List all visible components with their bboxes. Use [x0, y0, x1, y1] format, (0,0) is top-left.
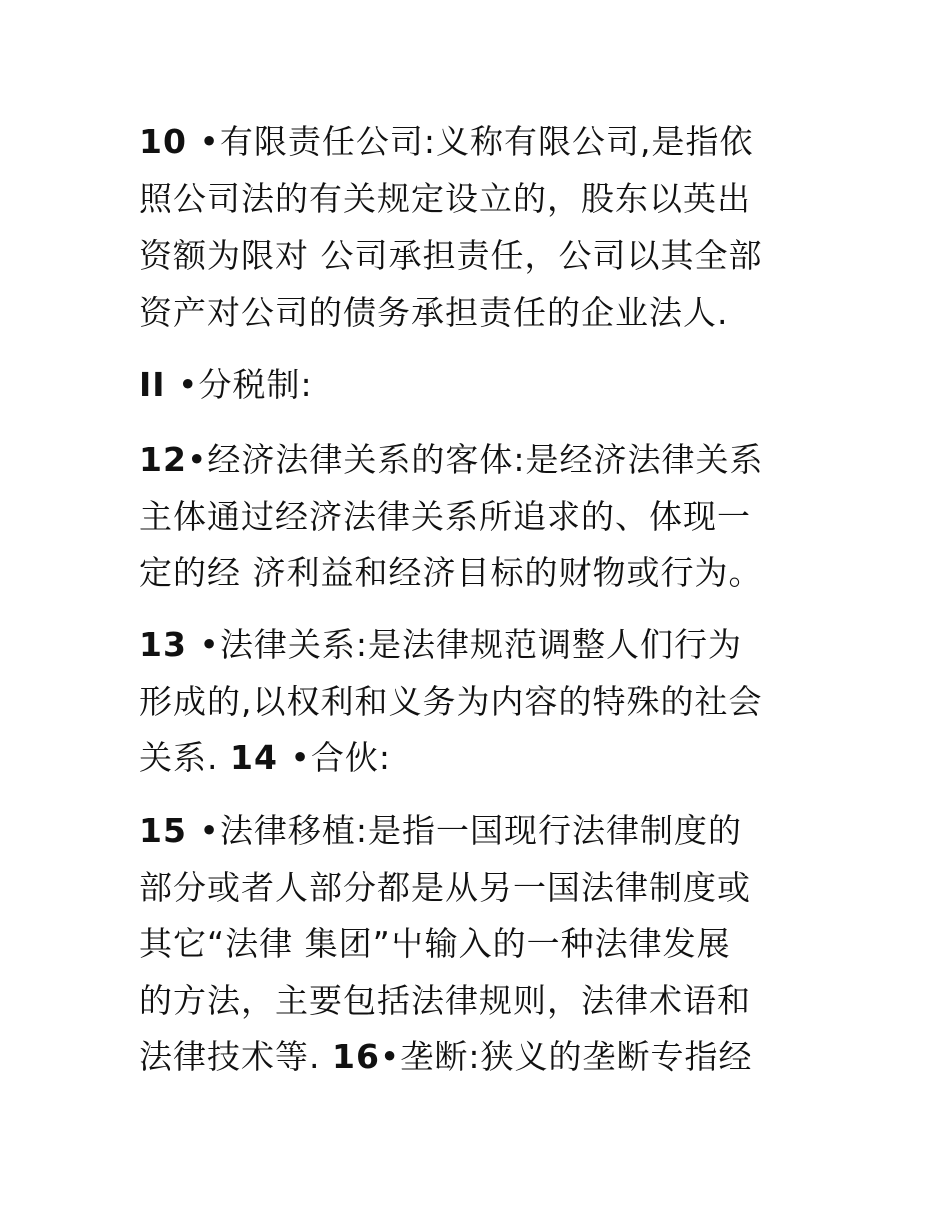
entry-text: 资额为限对 公司承担责任，公司以其全部	[139, 236, 763, 275]
entry-15-line-3	[139, 924, 731, 964]
entry-text: 其它“法律 集团”屮输入的一种法律发展	[139, 924, 731, 963]
entry-15-line-5	[139, 1037, 753, 1077]
entry-10-line-3	[139, 236, 763, 276]
entry-number: 16	[331, 1037, 380, 1076]
entry-10-line-1	[139, 122, 754, 162]
entry-text: •分税制:	[178, 365, 313, 404]
entry-12-line-1	[139, 440, 764, 480]
entry-15-line-4	[139, 981, 751, 1021]
entry-number: II	[139, 365, 179, 404]
entry-text: 部分或者人部分都是从另一国法律制度或	[139, 868, 751, 907]
entry-13-line-3	[139, 738, 391, 778]
entry-text: •合伙:	[290, 738, 391, 777]
entry-text: 主体通过经济法律关系所追求的、体现一	[139, 497, 751, 536]
entry-text: 法律技术等.	[139, 1037, 332, 1076]
entry-text: 的方法，主要包括法律规则，法律术语和	[139, 981, 751, 1020]
entry-text: 资产对公司的债务承担责任的企业法人.	[139, 293, 729, 332]
entry-10-line-4	[139, 293, 729, 333]
entry-text: •法律关系:是法律规范调整人们行为	[199, 625, 743, 664]
entry-text: 定的经 济利益和经济目标的财物或行为。	[139, 553, 763, 592]
entry-number: 12	[139, 440, 187, 479]
entry-15-line-1	[139, 811, 742, 851]
entry-text: 形成的,以权利和义务为内容的特殊的社会	[139, 682, 763, 721]
entry-10-line-2	[139, 179, 751, 219]
entry-15-line-2	[139, 868, 751, 908]
entry-13-line-2	[139, 682, 763, 722]
entry-number: 13	[139, 625, 200, 664]
entry-13-line-1	[139, 625, 742, 665]
entry-text: •有限责任公司:义称有限公司,是指依	[199, 122, 754, 161]
entry-12-line-3	[139, 553, 763, 593]
entry-number: 10	[139, 122, 200, 161]
entry-number: 14	[229, 738, 291, 777]
entry-text: 关系.	[139, 738, 230, 777]
entry-text: 照公司法的有关规定设立的，股东以英出	[139, 179, 751, 218]
entry-12-line-2	[139, 497, 751, 537]
entry-text: •法律移植:是指一国现行法律制度的	[199, 811, 743, 850]
entry-number: 15	[139, 811, 200, 850]
entry-text: •经济法律关系的客体:是经济法律关系	[186, 440, 764, 479]
entry-11-line-1	[139, 365, 313, 405]
entry-text: •垄断:狭义的垄断专指经	[379, 1037, 753, 1076]
